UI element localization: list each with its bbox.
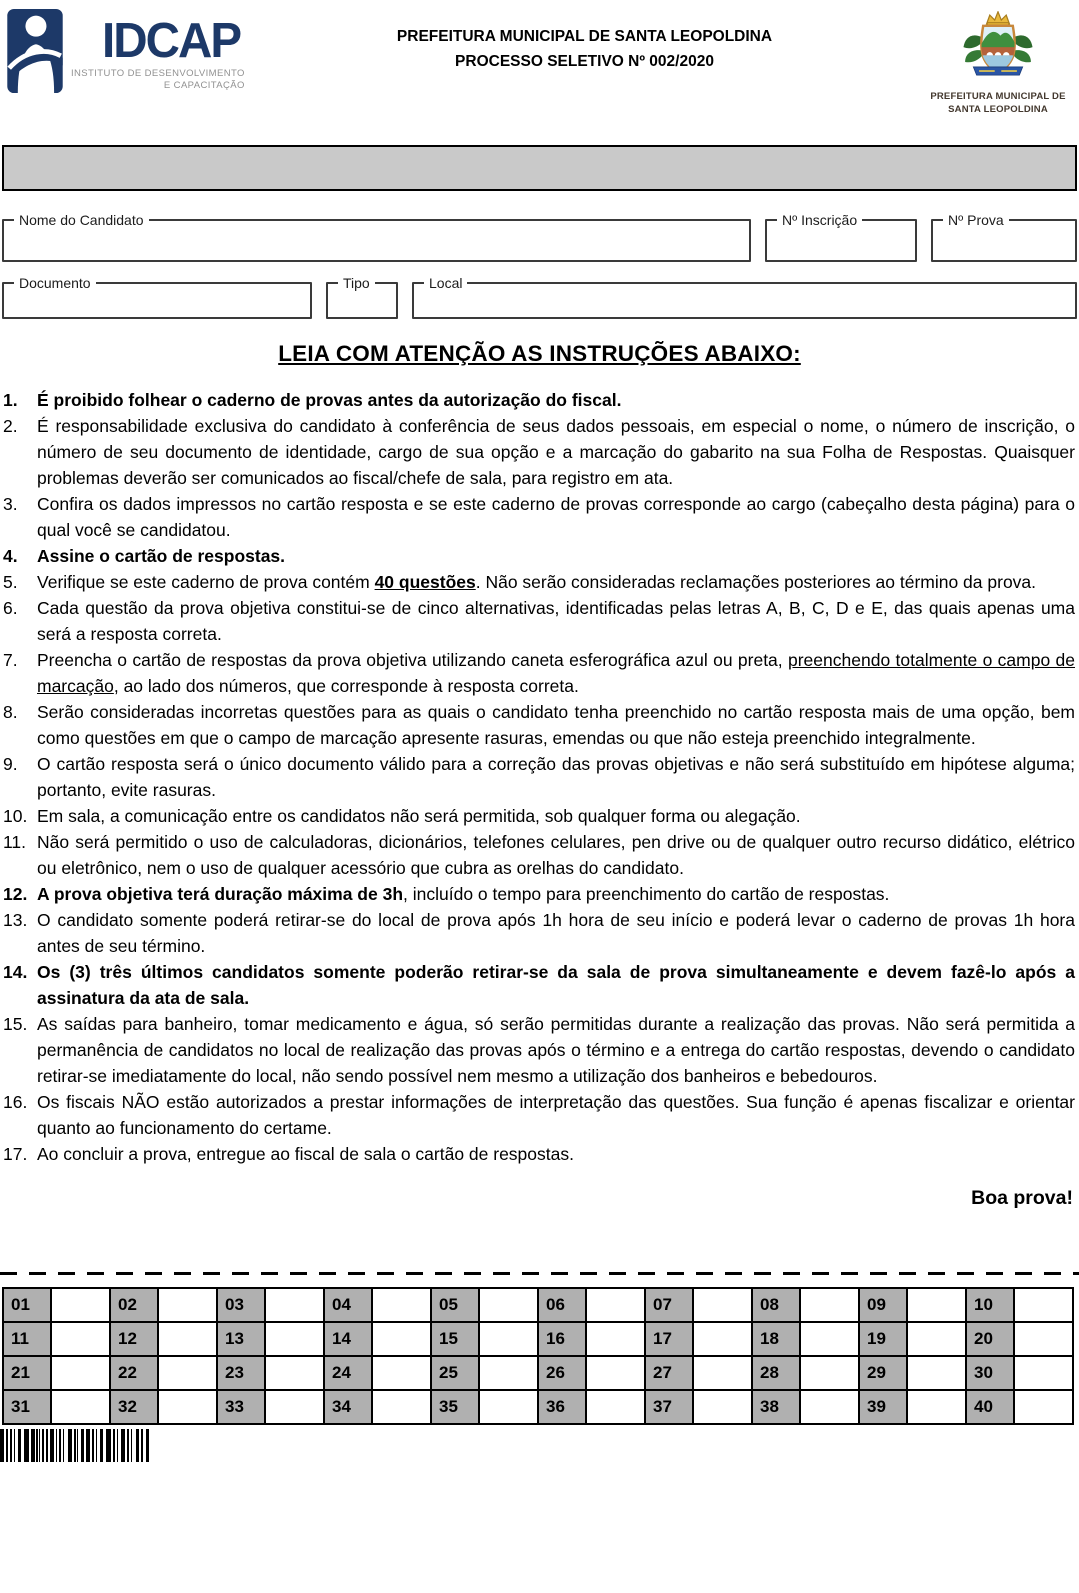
inscription-number-label: Nº Inscrição	[782, 212, 858, 228]
answer-grid-row	[3, 1390, 1073, 1424]
answer-grid	[2, 1287, 1074, 1425]
answer-cell[interactable]	[51, 1390, 110, 1424]
question-number-cell: 16	[538, 1322, 586, 1356]
instruction-number: 15.	[3, 1014, 28, 1034]
instruction-text: Não será permitido o uso de calculadoras, dicionários, telefones celulares, pen drive ou de qualquer outro recurso didático, elétrico ou eletrônico, nem o uso de qualquer acessório que cubra as orelhas do candidato.	[37, 832, 1075, 878]
question-number-cell: 29	[859, 1356, 907, 1390]
question-number-cell: 19	[859, 1322, 907, 1356]
answer-cell[interactable]	[51, 1322, 110, 1356]
idcap-subtitle-line2: E CAPACITAÇÃO	[163, 80, 245, 92]
answer-cell[interactable]	[158, 1288, 217, 1322]
idcap-logo-mark-icon	[6, 8, 64, 94]
instruction-number: 1.	[3, 390, 18, 410]
question-number-cell: 21	[3, 1356, 51, 1390]
location-label: Local	[429, 275, 463, 291]
question-number-cell: 06	[538, 1288, 586, 1322]
answer-cell[interactable]	[372, 1288, 431, 1322]
candidate-name-field[interactable]	[10, 228, 743, 260]
question-number-cell: 27	[645, 1356, 693, 1390]
candidate-form-row-1	[2, 212, 1077, 262]
instruction-text: Os fiscais NÃO estão autorizados a prestar informações de interpretação das questões. Sua função é apenas fiscalizar e orientar quanto ao funcionamento do certame.	[37, 1092, 1075, 1138]
closing-message: Boa prova!	[971, 1187, 1073, 1209]
answer-cell[interactable]	[800, 1390, 859, 1424]
answer-cell[interactable]	[479, 1322, 538, 1356]
answer-cell[interactable]	[907, 1390, 966, 1424]
answer-cell[interactable]	[265, 1356, 324, 1390]
instruction-text: Preencha o cartão de respostas da prova objetiva utilizando caneta esferográfica azul ou preta, preenchendo totalmente o campo de marcação, ao lado dos números, que corresponde à resposta correta.	[37, 650, 1075, 696]
question-number-cell: 30	[966, 1356, 1014, 1390]
answer-cell[interactable]	[51, 1288, 110, 1322]
question-number-cell: 14	[324, 1322, 372, 1356]
answer-cell[interactable]	[693, 1288, 752, 1322]
instruction-item	[3, 543, 1075, 569]
answer-cell[interactable]	[586, 1288, 645, 1322]
question-number-cell: 08	[752, 1288, 800, 1322]
answer-grid-row	[3, 1356, 1073, 1390]
question-number-cell: 01	[3, 1288, 51, 1322]
instruction-text: Verifique se este caderno de prova contém 40 questões. Não serão consideradas reclamações posteriores ao término da prova.	[37, 572, 1037, 592]
instruction-text: Cada questão da prova objetiva constitui-se de cinco alternativas, identificadas pelas letras A, B, C, D e E, das quais apenas uma será a resposta correta.	[37, 598, 1075, 644]
instruction-item	[3, 881, 1075, 907]
answer-cell[interactable]	[158, 1322, 217, 1356]
answer-grid-row	[3, 1322, 1073, 1356]
crest-caption	[923, 91, 1073, 117]
instruction-item	[3, 907, 1075, 959]
answer-cell[interactable]	[158, 1356, 217, 1390]
answer-cell[interactable]	[907, 1288, 966, 1322]
question-number-cell: 10	[966, 1288, 1014, 1322]
answer-cell[interactable]	[1014, 1356, 1073, 1390]
instruction-number: 14.	[3, 962, 28, 982]
question-number-cell: 36	[538, 1390, 586, 1424]
question-number-cell: 22	[110, 1356, 158, 1390]
question-number-cell: 20	[966, 1322, 1014, 1356]
question-number-cell: 39	[859, 1390, 907, 1424]
instruction-item	[3, 387, 1075, 413]
question-number-cell: 15	[431, 1322, 479, 1356]
exam-number-fieldset	[931, 212, 1077, 262]
location-fieldset	[412, 275, 1077, 319]
crest-caption-line1: PREFEITURA MUNICIPAL DE	[930, 91, 1066, 102]
inscription-number-fieldset	[765, 212, 917, 262]
question-number-cell: 05	[431, 1288, 479, 1322]
document-field[interactable]	[10, 291, 304, 317]
document-fieldset	[2, 275, 312, 319]
answer-cell[interactable]	[372, 1322, 431, 1356]
instruction-item	[3, 595, 1075, 647]
question-number-cell: 18	[752, 1322, 800, 1356]
answer-grid-body	[3, 1288, 1073, 1424]
answer-cell[interactable]	[586, 1322, 645, 1356]
instruction-item	[3, 491, 1075, 543]
question-number-cell: 31	[3, 1390, 51, 1424]
question-number-cell: 12	[110, 1322, 158, 1356]
question-number-cell: 17	[645, 1322, 693, 1356]
instruction-number: 9.	[3, 754, 18, 774]
question-number-cell: 32	[110, 1390, 158, 1424]
answer-grid-row	[3, 1288, 1073, 1322]
instruction-text: O candidato somente poderá retirar-se do local de prova após 1h hora de seu início e poderá levar o caderno de provas 1h hora antes de seu término.	[37, 910, 1075, 956]
answer-cell[interactable]	[479, 1288, 538, 1322]
answer-cell[interactable]	[907, 1356, 966, 1390]
location-field[interactable]	[420, 291, 1069, 317]
barcode-icon	[0, 1429, 152, 1462]
instruction-number: 6.	[3, 598, 18, 618]
question-number-cell: 11	[3, 1322, 51, 1356]
answer-cell[interactable]	[372, 1356, 431, 1390]
idcap-logo-text	[71, 8, 245, 93]
answer-cell[interactable]	[693, 1322, 752, 1356]
instruction-text: A prova objetiva terá duração máxima de 3h, incluído o tempo para preenchimento do cartão de respostas.	[37, 884, 890, 904]
answer-cell[interactable]	[586, 1356, 645, 1390]
answer-cell[interactable]	[693, 1390, 752, 1424]
answer-cell[interactable]	[158, 1390, 217, 1424]
question-number-cell: 13	[217, 1322, 265, 1356]
question-number-cell: 38	[752, 1390, 800, 1424]
question-number-cell: 35	[431, 1390, 479, 1424]
instruction-item	[3, 647, 1075, 699]
answer-cell[interactable]	[265, 1322, 324, 1356]
question-number-cell: 28	[752, 1356, 800, 1390]
instruction-number: 11.	[3, 832, 27, 852]
instruction-text: Em sala, a comunicação entre os candidatos não será permitida, sob qualquer forma ou alegação.	[37, 806, 801, 826]
question-number-cell: 24	[324, 1356, 372, 1390]
question-number-cell: 37	[645, 1390, 693, 1424]
answer-cell[interactable]	[265, 1390, 324, 1424]
answer-cell[interactable]	[265, 1288, 324, 1322]
instruction-item	[3, 829, 1075, 881]
page-header	[0, 0, 1079, 115]
candidate-form-row-2	[2, 275, 1077, 319]
instruction-item	[3, 569, 1075, 595]
exam-number-label: Nº Prova	[948, 212, 1004, 228]
question-number-cell: 33	[217, 1390, 265, 1424]
candidate-name-fieldset	[2, 212, 751, 262]
title-line-2: PROCESSO SELETIVO Nº 002/2020	[455, 52, 714, 70]
question-number-cell: 07	[645, 1288, 693, 1322]
instruction-number: 2.	[3, 416, 18, 436]
answer-cell[interactable]	[479, 1390, 538, 1424]
question-number-cell: 02	[110, 1288, 158, 1322]
instructions-list	[3, 387, 1075, 1167]
answer-cell[interactable]	[800, 1356, 859, 1390]
instruction-item	[3, 413, 1075, 491]
document-title	[246, 8, 923, 75]
question-number-cell: 34	[324, 1390, 372, 1424]
question-number-cell: 25	[431, 1356, 479, 1390]
instruction-number: 8.	[3, 702, 18, 722]
instructions-title: LEIA COM ATENÇÃO AS INSTRUÇÕES ABAIXO:	[278, 341, 801, 366]
instruction-number: 17.	[3, 1144, 28, 1164]
instruction-text: É proibido folhear o caderno de provas antes da autorização do fiscal.	[37, 390, 622, 410]
instruction-number: 16.	[3, 1092, 28, 1112]
answer-cell[interactable]	[479, 1356, 538, 1390]
inscription-number-field[interactable]	[773, 228, 909, 260]
instruction-item	[3, 1089, 1075, 1141]
instruction-number: 7.	[3, 650, 18, 670]
idcap-logo	[6, 8, 246, 94]
city-crest-logo	[923, 8, 1073, 117]
instruction-number: 10.	[3, 806, 28, 826]
answer-cell[interactable]	[800, 1288, 859, 1322]
question-number-cell: 23	[217, 1356, 265, 1390]
cut-line	[0, 1272, 1079, 1275]
answer-cell[interactable]	[51, 1356, 110, 1390]
question-number-cell: 09	[859, 1288, 907, 1322]
instruction-number: 12.	[3, 884, 28, 904]
instruction-number: 5.	[3, 572, 18, 592]
instruction-number: 13.	[3, 910, 28, 930]
answer-cell[interactable]	[907, 1322, 966, 1356]
question-number-cell: 40	[966, 1390, 1014, 1424]
answer-cell[interactable]	[1014, 1288, 1073, 1322]
instruction-item	[3, 1141, 1075, 1167]
instruction-text: Confira os dados impressos no cartão resposta e se este caderno de provas corresponde ao cargo (cabeçalho desta página) para o qual você se candidatou.	[37, 494, 1075, 540]
instruction-item	[3, 699, 1075, 751]
title-line-1: PREFEITURA MUNICIPAL DE SANTA LEOPOLDINA	[396, 28, 773, 45]
instruction-text: Os (3) três últimos candidatos somente poderão retirar-se da sala de prova simultaneamente e devem fazê-lo após a assinatura da ata de sala.	[37, 962, 1075, 1008]
question-number-cell: 26	[538, 1356, 586, 1390]
instruction-text: Serão consideradas incorretas questões para as quais o candidato tenha preenchido no cartão resposta mais de uma opção, bem como questões em que o campo de marcação apresente rasuras, emendas ou que não esteja preenchido integralmente.	[37, 702, 1075, 748]
instruction-text: É responsabilidade exclusiva do candidato à conferência de seus dados pessoais, em especial o nome, o número de inscrição, o número de seu documento de identidade, cargo de sua opção e a marcação do gabarito na sua Folha de Respostas. Quaisquer problemas deverão ser comunicados ao fiscal/chefe de sala, para registro em ata.	[37, 416, 1075, 488]
instruction-item	[3, 751, 1075, 803]
type-field[interactable]	[334, 291, 390, 317]
city-crest-icon	[951, 11, 1045, 85]
cargo-banner	[2, 145, 1077, 191]
instruction-text: O cartão resposta será o único documento válido para a correção das provas objetivas e não será substituído em hipótese alguma; portanto, evite rasuras.	[37, 754, 1075, 800]
instruction-item	[3, 803, 1075, 829]
exam-number-field[interactable]	[939, 228, 1069, 260]
idcap-wordmark: IDCAP	[102, 14, 241, 68]
instruction-text: Assine o cartão de respostas.	[37, 546, 286, 566]
instruction-number: 4.	[3, 546, 18, 566]
answer-cell[interactable]	[586, 1390, 645, 1424]
document-label: Documento	[19, 275, 91, 291]
instruction-text: Ao concluir a prova, entregue ao fiscal de sala o cartão de respostas.	[37, 1144, 574, 1164]
answer-cell[interactable]	[1014, 1322, 1073, 1356]
type-label: Tipo	[343, 275, 370, 291]
instruction-item	[3, 1011, 1075, 1089]
instruction-text: As saídas para banheiro, tomar medicamento e água, só serão permitidas durante a realização das provas. Não será permitida a permanência de candidatos no local de realização das provas após o término e a entrega do cartão respostas, devendo o candidato retirar-se imediatamente do local, não sendo possível nem mesmo a utilização dos banheiros e bebedouros.	[37, 1014, 1075, 1086]
answer-cell[interactable]	[693, 1356, 752, 1390]
idcap-subtitle-line1: INSTITUTO DE DESENVOLVIMENTO	[71, 68, 245, 80]
candidate-name-label: Nome do Candidato	[19, 212, 144, 228]
crest-caption-line2: SANTA LEOPOLDINA	[948, 103, 1048, 115]
instruction-item	[3, 959, 1075, 1011]
question-number-cell: 03	[217, 1288, 265, 1322]
answer-cell[interactable]	[372, 1390, 431, 1424]
answer-cell[interactable]	[800, 1322, 859, 1356]
answer-cell[interactable]	[1014, 1390, 1073, 1424]
type-fieldset	[326, 275, 398, 319]
instruction-number: 3.	[3, 494, 18, 514]
question-number-cell: 04	[324, 1288, 372, 1322]
